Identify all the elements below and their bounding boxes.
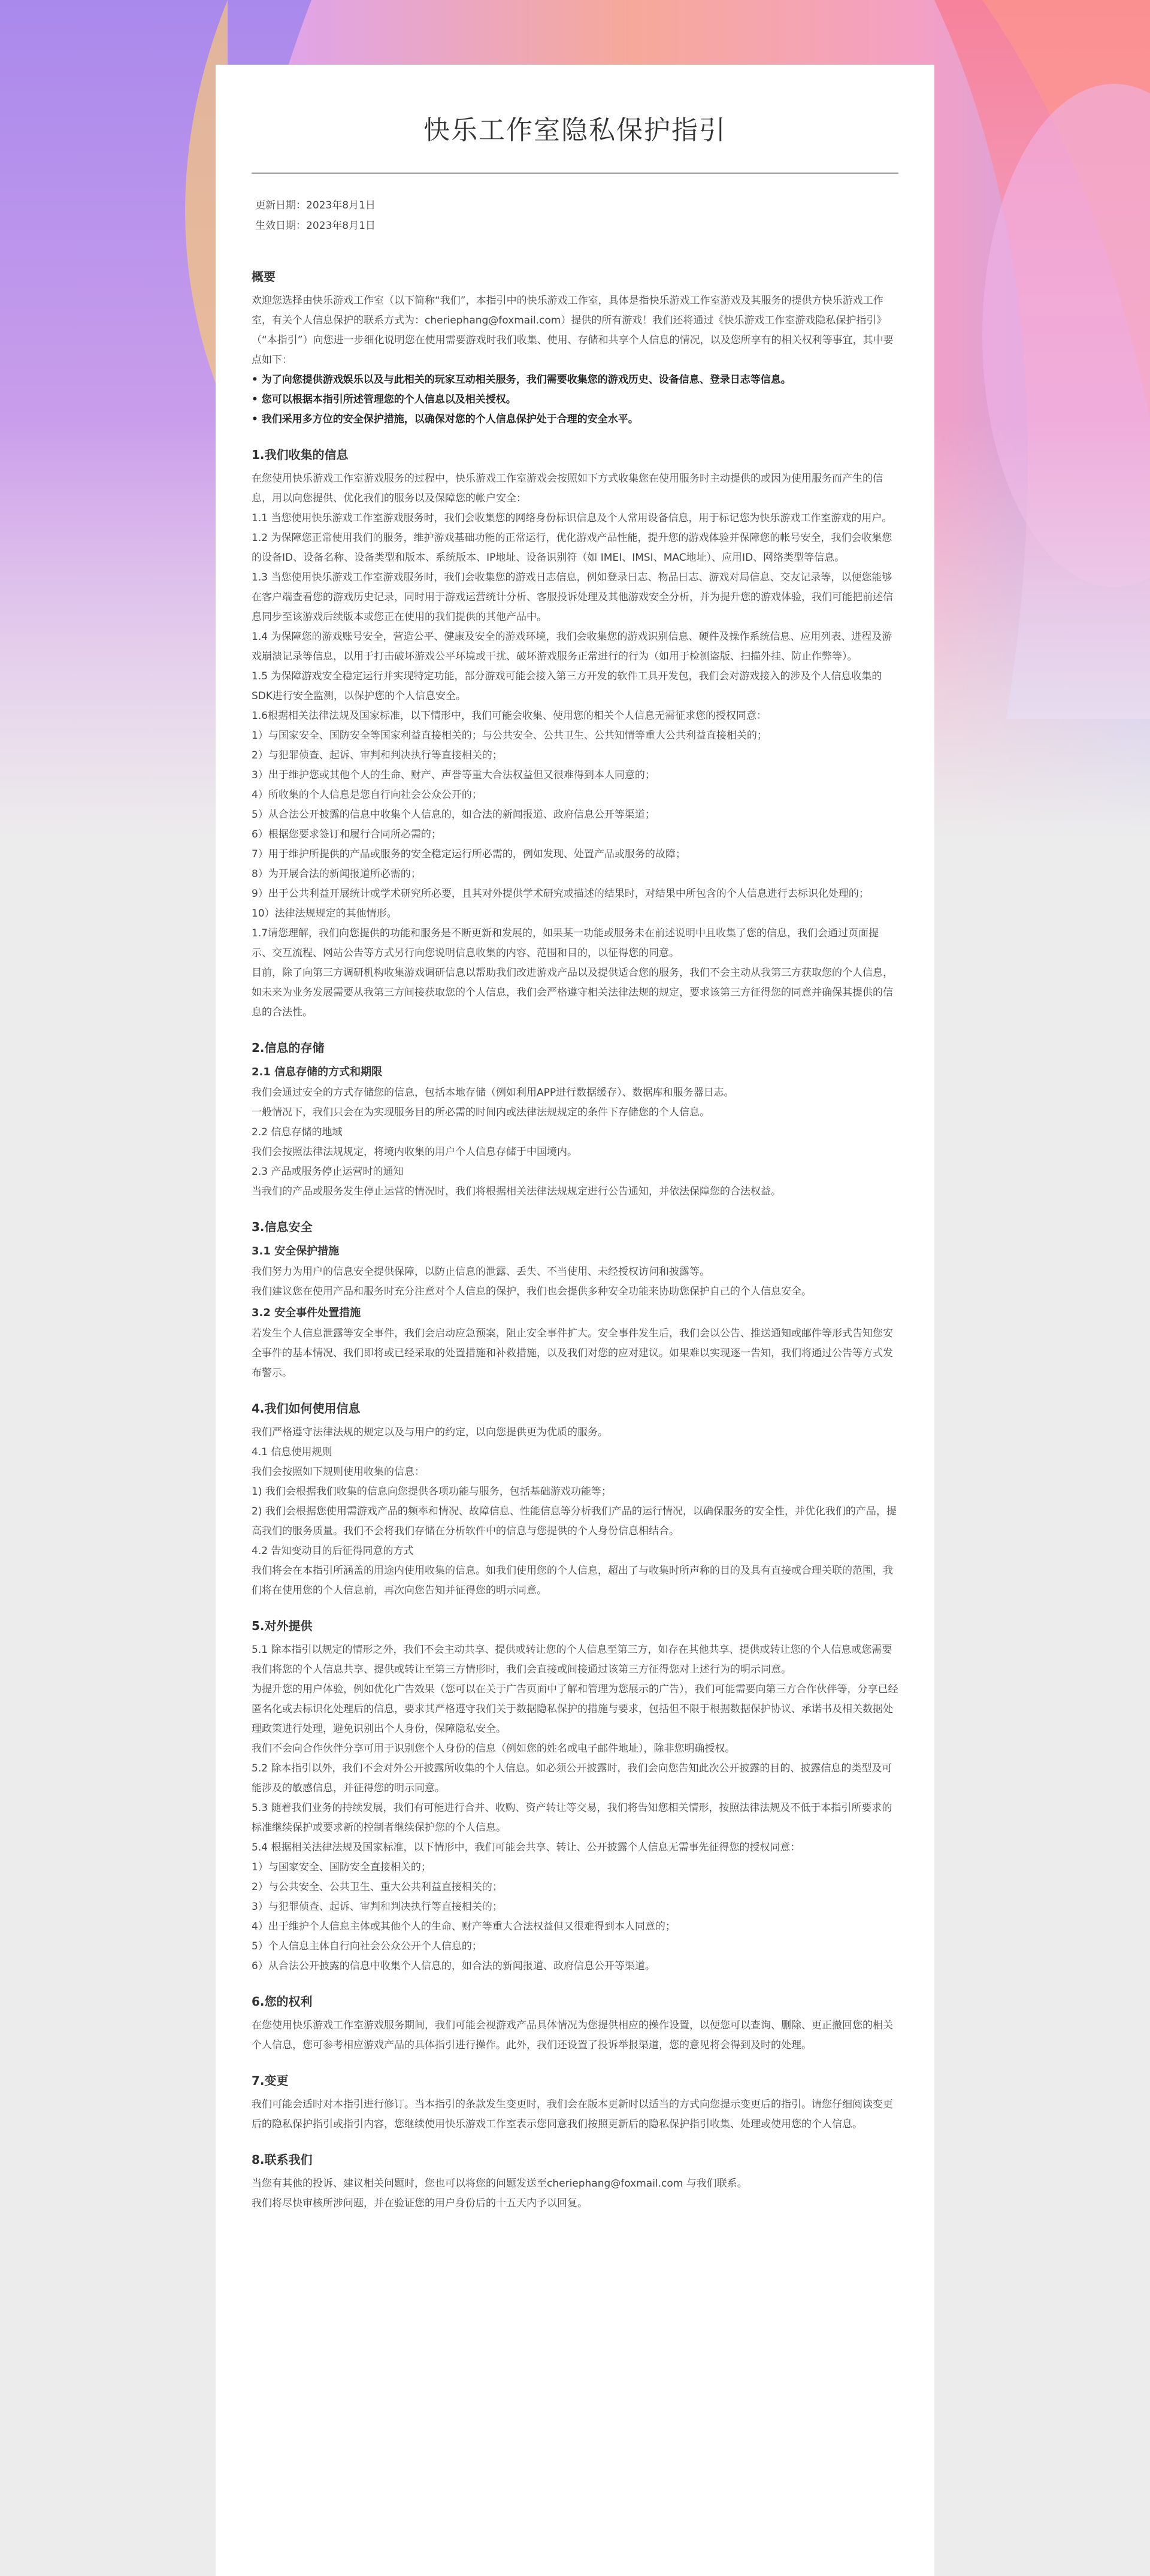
section-heading: 2.信息的存储	[252, 1041, 325, 1055]
section-heading: 8.联系我们	[252, 2152, 313, 2167]
paragraph: 2.3 产品或服务停止运营时的通知	[252, 1166, 404, 1178]
document-body	[252, 266, 898, 2214]
date-info	[252, 195, 898, 236]
section-heading: 6.您的权利	[252, 1994, 313, 2009]
paragraph: 当我们的产品或服务发生停止运营的情况时，我们将根据相关法律法规规定进行公告通知，并依法保障您的合法权益。	[252, 1186, 781, 1198]
paragraph: 我们建议您在使用产品和服务时充分注意对个人信息的保护，我们也会提供多种安全功能来协助您保护自己的个人信息安全。	[252, 1286, 812, 1298]
key-point: • 为了向您提供游戏娱乐以及与此相关的玩家互动相关服务，我们需要收集您的游戏历史、设备信息、登录日志等信息。	[252, 374, 791, 386]
page-title: 快乐工作室隐私保护指引	[423, 115, 727, 146]
section-9	[252, 2149, 898, 2214]
paragraph: 欢迎您选择由快乐游戏工作室（以下简称“我们”，本指引中的快乐游戏工作室，具体是指快乐游戏工作室游戏及其服务的提供方快乐游戏工作室，有关个人信息保护的联系方式为：cheriephang@foxmail.com）提供的所有游戏！我们还将通过《快乐游戏工作室游戏隐私保护指引》（“本指引”）向您进一步细化说明您在使用需要游戏时我们收集、使用、存储和共享个人信息的情况，以及您所享有的相关权利等事宜，其中要点如下：	[252, 295, 894, 366]
paragraph: 10）法律法规规定的其他情形。	[252, 908, 397, 920]
section-6	[252, 1615, 898, 1976]
paragraph: 1.7请您理解，我们向您提供的功能和服务是不断更新和发展的，如果某一功能或服务未在前述说明中且收集了您的信息，我们会通过页面提示、交互流程、网站公告等方式另行向您说明信息收集的内容、范围和目的，以征得您的同意。	[252, 927, 879, 959]
paragraph: 1.1 当您使用快乐游戏工作室游戏服务时，我们会收集您的网络身份标识信息及个人常用设备信息，用于标记您为快乐游戏工作室游戏的用户。	[252, 512, 892, 524]
section-1	[252, 266, 898, 430]
title-divider	[252, 173, 898, 174]
section-4	[252, 1216, 898, 1383]
paragraph: 一般情况下，我们只会在为实现服务目的所必需的时间内或法律法规规定的条件下存储您的个人信息。	[252, 1106, 710, 1118]
paragraph: 我们不会向合作伙伴分享可用于识别您个人身份的信息（例如您的姓名或电子邮件地址），除非您明确授权。	[252, 1743, 736, 1755]
paragraph: 1) 我们会根据我们收集的信息向您提供各项功能与服务，包括基础游戏功能等；	[252, 1486, 612, 1498]
paragraph: 3）与犯罪侦查、起诉、审判和判决执行等直接相关的；	[252, 1901, 503, 1913]
paragraph: 目前，除了向第三方调研机构收集游戏调研信息以帮助我们改进游戏产品以及提供适合您的服务，我们不会主动从我第三方获取您的个人信息，如未来为业务发展需要从我第三方间接获取您的个人信息，我们会严格遵守相关法律法规的规定，要求该第三方征得您的同意并确保其提供的信息的合法性。	[252, 967, 893, 1018]
privacy-document	[216, 65, 934, 2576]
subsection-heading: 3.2 安全事件处置措施	[252, 1307, 361, 1319]
section-3	[252, 1037, 898, 1202]
paragraph: 5.1 除本指引以规定的情形之外，我们不会主动共享、提供或转让您的个人信息至第三方，如存在其他共享、提供或转让您的个人信息或您需要我们将您的个人信息共享、提供或转让至第三方情形时，我们会直接或间接通过该第三方征得您对上述行为的明示同意。	[252, 1644, 892, 1676]
section-heading: 概要	[252, 270, 276, 284]
paragraph: 在您使用快乐游戏工作室游戏服务期间，我们可能会视游戏产品具体情况为您提供相应的操作设置，以便您可以查询、删除、更正撤回您的相关个人信息，您可参考相应游戏产品的具体指引进行操作。此外，我们还设置了投诉举报渠道，您的意见将会得到及时的处理。	[252, 2019, 893, 2051]
section-8	[252, 2070, 898, 2134]
section-7	[252, 1991, 898, 2055]
paragraph: 4）所收集的个人信息是您自行向社会公众公开的；	[252, 789, 482, 801]
paragraph: 在您使用快乐游戏工作室游戏服务的过程中，快乐游戏工作室游戏会按照如下方式收集您在使用服务时主动提供的或因为使用服务而产生的信息，用以向您提供、优化我们的服务以及保障您的帐户安全：	[252, 473, 883, 504]
paragraph: 5.2 除本指引以外，我们不会对外公开披露所收集的个人信息。如必须公开披露时，我们会向您告知此次公开披露的目的、披露信息的类型及可能涉及的敏感信息，并征得您的明示同意。	[252, 1762, 892, 1794]
section-heading: 5.对外提供	[252, 1619, 313, 1633]
paragraph: 当您有其他的投诉、建议相关问题时，您也可以将您的问题发送至cheriephang@foxmail.com 与我们联系。	[252, 2178, 748, 2190]
subsection-heading: 2.1 信息存储的方式和期限	[252, 1066, 383, 1078]
paragraph: 2）与犯罪侦查、起诉、审判和判决执行等直接相关的；	[252, 749, 503, 761]
paragraph: 6）根据您要求签订和履行合同所必需的；	[252, 829, 441, 840]
paragraph: 7）用于维护所提供的产品或服务的安全稳定运行所必需的，例如发现、处置产品或服务的故障；	[252, 848, 686, 860]
paragraph: 4）出于维护个人信息主体或其他个人的生命、财产等重大合法权益但又很难得到本人同意的；	[252, 1921, 676, 1933]
effective-date: 生效日期：2023年8月1日	[255, 220, 376, 232]
paragraph: 4.1 信息使用规则	[252, 1446, 332, 1458]
paragraph: 5）从合法公开披露的信息中收集个人信息的，如合法的新闻报道、政府信息公开等渠道；	[252, 809, 655, 821]
paragraph: 我们会通过安全的方式存储您的信息，包括本地存储（例如利用APP进行数据缓存）、数据库和服务器日志。	[252, 1087, 734, 1099]
section-heading: 7.变更	[252, 2073, 289, 2088]
paragraph: 我们可能会适时对本指引进行修订。当本指引的条款发生变更时，我们会在版本更新时以适当的方式向您提示变更后的指引。请您仔细阅读变更后的隐私保护指引或指引内容，您继续使用快乐游戏工作室表示您同意我们按照更新后的隐私保护指引收集、处理或使用您的个人信息。	[252, 2099, 893, 2130]
paragraph: 4.2 告知变动目的后征得同意的方式	[252, 1545, 414, 1557]
paragraph: 5）个人信息主体自行向社会公众公开个人信息的；	[252, 1940, 482, 1952]
key-point: • 我们采用多方位的安全保护措施，以确保对您的个人信息保护处于合理的安全水平。	[252, 413, 638, 425]
paragraph: 我们会按照如下规则使用收集的信息：	[252, 1466, 425, 1478]
key-point: • 您可以根据本指引所述管理您的个人信息以及相关授权。	[252, 394, 516, 406]
subsection-heading: 3.1 安全保护措施	[252, 1245, 340, 1257]
paragraph: 我们将尽快审核所涉问题，并在验证您的用户身份后的十五天内予以回复。	[252, 2197, 588, 2209]
paragraph: 我们严格遵守法律法规的规定以及与用户的约定，以向您提供更为优质的服务。	[252, 1426, 608, 1438]
paragraph: 3）出于维护您或其他个人的生命、财产、声誉等重大合法权益但又很难得到本人同意的；	[252, 769, 655, 781]
paragraph: 2）与公共安全、公共卫生、重大公共利益直接相关的；	[252, 1881, 503, 1893]
paragraph: 若发生个人信息泄露等安全事件，我们会启动应急预案，阻止安全事件扩大。安全事件发生后，我们会以公告、推送通知或邮件等形式告知您安全事件的基本情况、我们即将或已经采取的处置措施和补救措施，以及我们对您的应对建议。如果难以实现逐一告知，我们将通过公告等方式发布警示。	[252, 1328, 893, 1379]
section-heading: 1.我们收集的信息	[252, 448, 349, 462]
paragraph: 1.6根据相关法律法规及国家标准，以下情形中，我们可能会收集、使用您的相关个人信息无需征求您的授权同意：	[252, 710, 767, 722]
updated-date: 更新日期：2023年8月1日	[255, 199, 376, 211]
paragraph: 我们将会在本指引所涵盖的用途内使用收集的信息。如我们使用您的个人信息，超出了与收集时所声称的目的及具有直接或合理关联的范围，我们将在使用您的个人信息前，再次向您告知并征得您的明示同意。	[252, 1565, 893, 1597]
paragraph: 2) 我们会根据您使用需游戏产品的频率和情况、故障信息、性能信息等分析我们产品的运行情况，以确保服务的安全性，并优化我们的产品，提高我们的服务质量。我们不会将我们存储在分析软件中的信息与您提供的个人身份信息相结合。	[252, 1505, 897, 1537]
paragraph: 9）出于公共利益开展统计或学术研究所必要，且其对外提供学术研究或描述的结果时，对结果中所包含的个人信息进行去标识化处理的；	[252, 888, 869, 900]
paragraph: 5.3 随着我们业务的持续发展，我们有可能进行合并、收购、资产转让等交易，我们将告知您相关情形，按照法律法规及不低于本指引所要求的标准继续保护或要求新的控制者继续保护您的个人信息。	[252, 1802, 892, 1834]
paragraph: 5.4 根据相关法律法规及国家标准，以下情形中，我们可能会共享、转让、公开披露个人信息无需事先征得您的授权同意：	[252, 1842, 801, 1854]
section-5	[252, 1398, 898, 1601]
paragraph: 6）从合法公开披露的信息中收集个人信息的，如合法的新闻报道、政府信息公开等渠道。	[252, 1960, 655, 1972]
paragraph: 8）为开展合法的新闻报道所必需的；	[252, 868, 421, 880]
paragraph: 1）与国家安全、国防安全直接相关的；	[252, 1861, 431, 1873]
paragraph: 1.4 为保障您的游戏账号安全，营造公平、健康及安全的游戏环境，我们会收集您的游戏识别信息、硬件及操作系统信息、应用列表、进程及游戏崩溃记录等信息，以用于打击破坏游戏公平环境或干扰、破坏游戏服务正常进行的行为（如用于检测盗版、扫描外挂、防止作弊等）。	[252, 631, 892, 663]
paragraph: 我们会按照法律法规规定，将境内收集的用户个人信息存储于中国境内。	[252, 1146, 577, 1158]
paragraph: 1.3 当您使用快乐游戏工作室游戏服务时，我们会收集您的游戏日志信息，例如登录日志、物品日志、游戏对局信息、交友记录等，以便您能够在客户端查看您的游戏历史记录，同时用于游戏运营统计分析、客服投诉处理及其他游戏安全分析，并为提升您的游戏体验，我们可能把前述信息同步至该游戏后续版本或您正在使用的我们提供的其他产品中。	[252, 572, 893, 623]
paragraph: 为提升您的用户体验，例如优化广告效果（您可以在关于广告页面中了解和管理为您展示的广告），我们可能需要向第三方合作伙伴等，分享已经匿名化或去标识化处理后的信息，要求其严格遵守我们关于数据隐私保护的措施与要求，包括但不限于根据数据保护协议、承诺书及相关数据处理政策进行处理，避免识别出个人身份，保障隐私安全。	[252, 1683, 898, 1735]
section-heading: 3.信息安全	[252, 1220, 313, 1234]
paragraph: 我们努力为用户的信息安全提供保障，以防止信息的泄露、丢失、不当使用、未经授权访问和披露等。	[252, 1266, 710, 1278]
paragraph: 1）与国家安全、国防安全等国家利益直接相关的；与公共安全、公共卫生、公共知情等重大公共利益直接相关的；	[252, 730, 767, 742]
section-2	[252, 444, 898, 1023]
paragraph: 1.5 为保障游戏安全稳定运行并实现特定功能，部分游戏可能会接入第三方开发的软件工具开发包，我们会对游戏接入的涉及个人信息收集的SDK进行安全监测，以保护您的个人信息安全。	[252, 670, 882, 702]
section-heading: 4.我们如何使用信息	[252, 1401, 361, 1416]
paragraph: 1.2 为保障您正常使用我们的服务，维护游戏基础功能的正常运行，优化游戏产品性能，提升您的游戏体验并保障您的帐号安全，我们会收集您的设备ID、设备名称、设备类型和版本、系统版本、IP地址、设备识别符（如 IMEI、IMSI、MAC地址）、应用ID、网络类型等信息。	[252, 532, 892, 564]
paragraph: 2.2 信息存储的地域	[252, 1126, 343, 1138]
